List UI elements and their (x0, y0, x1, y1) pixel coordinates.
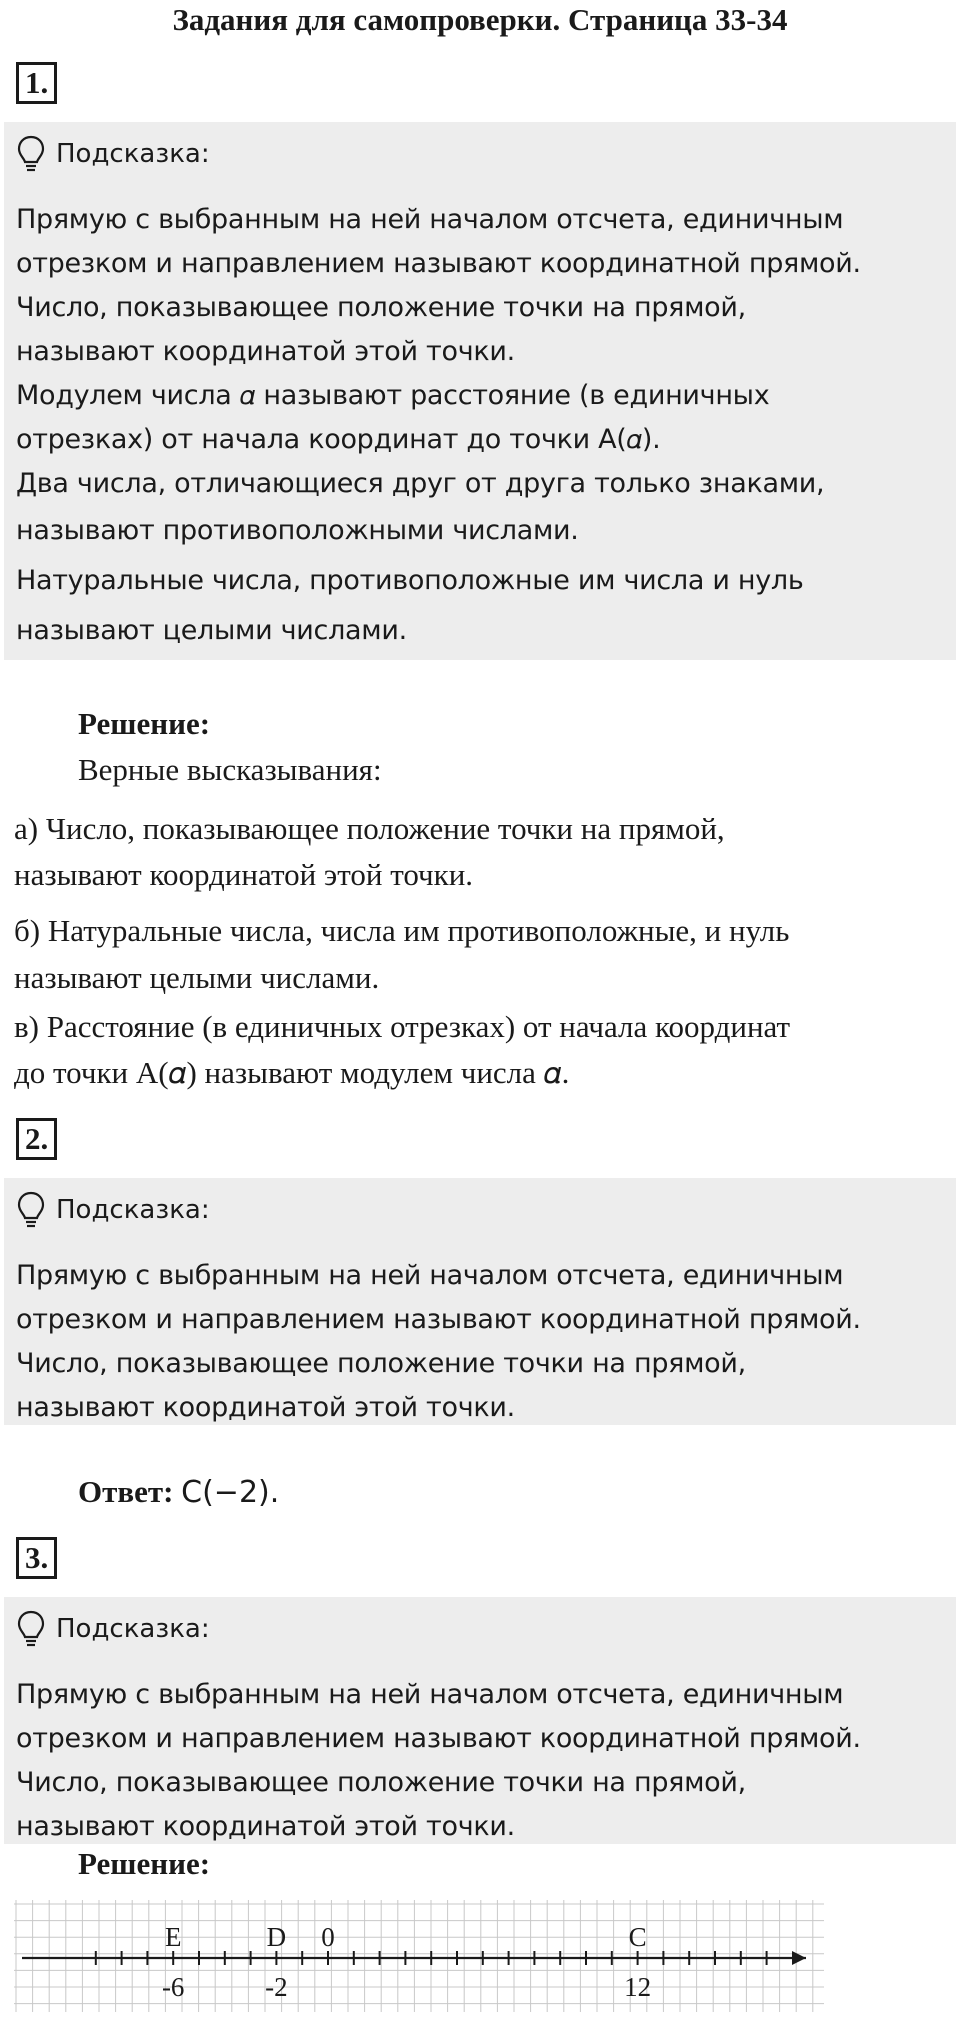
hint-line: отрезком и направлением называют координатной прямой. (16, 1304, 861, 1335)
point-label-D: D (266, 1922, 287, 1952)
hint-label: Подсказка: (56, 1614, 210, 1644)
lightbulb-icon (16, 134, 46, 174)
hint-line: Модулем числа 𝛼 называют расстояние (в единичных (16, 380, 770, 411)
number-line-figure (14, 1900, 824, 2012)
hint-line: называют координатой этой точки. (16, 336, 515, 367)
lightbulb-icon (16, 1190, 46, 1230)
solution-heading: Решение: (78, 706, 211, 741)
hint-line: отрезках) от начала координат до точки А(𝛼). (16, 424, 661, 455)
hint-line: Прямую с выбранным на ней началом отсчета, единичным (16, 1679, 844, 1710)
solution-item: в) Расстояние (в единичных отрезках) от начала координат (14, 1009, 791, 1044)
hint-line: называют целыми числами. (16, 615, 407, 646)
answer (78, 1474, 279, 1510)
hint-line: Число, показывающее положение точки на прямой, (16, 1767, 746, 1798)
hint-line: Два числа, отличающиеся друг от друга только знаками, (16, 468, 825, 499)
hint-label: Подсказка: (56, 1195, 210, 1225)
task-number-2: 2. (16, 1118, 57, 1160)
hint-line: Прямую с выбранным на ней началом отсчета, единичным (16, 1260, 844, 1291)
lightbulb-icon (16, 1609, 46, 1649)
solution-item: называют координатой этой точки. (14, 857, 474, 892)
solution-item: а) Число, показывающее положение точки на прямой, (14, 811, 725, 846)
solution-intro: Верные высказывания: (78, 752, 382, 787)
solution-item: б) Натуральные числа, числа им противоположные, и нуль (14, 913, 790, 948)
hint-header (16, 1605, 946, 1653)
hint-header (16, 130, 946, 178)
point-label-0: 0 (321, 1922, 335, 1952)
tick-label: -2 (265, 1972, 288, 2002)
hint-label: Подсказка: (56, 139, 210, 169)
number-line (14, 1900, 824, 2012)
hint-line: Число, показывающее положение точки на прямой, (16, 292, 746, 323)
task-number-3: 3. (16, 1537, 57, 1579)
hint-box-1 (4, 122, 956, 660)
tick-label: -6 (161, 1972, 185, 2002)
hint-line: называют противоположными числами. (16, 515, 579, 546)
hint-line: называют координатой этой точки. (16, 1811, 515, 1842)
hint-box-2 (4, 1178, 956, 1425)
hint-text (16, 1673, 946, 1849)
hint-line: называют координатой этой точки. (16, 1392, 515, 1423)
tick-label: 12 (624, 1972, 652, 2002)
point-label-E: E (164, 1922, 182, 1952)
hint-text (16, 1254, 946, 1430)
task-number-1: 1. (16, 62, 57, 104)
answer-label: Ответ: (78, 1474, 174, 1509)
hint-box-3 (4, 1597, 956, 1844)
hint-text (16, 198, 946, 656)
hint-line: Число, показывающее положение точки на прямой, (16, 1348, 746, 1379)
hint-line: Прямую с выбранным на ней началом отсчета, единичным (16, 204, 844, 235)
solution-item: до точки А(𝛼) называют модулем числа 𝛼. (14, 1055, 570, 1090)
page-title: Задания для самопроверки. Страница 33-34 (172, 2, 788, 37)
hint-line: отрезком и направлением называют координатной прямой. (16, 248, 861, 279)
answer-value: С(−2). (181, 1475, 280, 1510)
hint-line: Натуральные числа, противоположные им числа и нуль (16, 565, 804, 596)
axis-arrow (792, 1951, 806, 1965)
solution-heading: Решение: (78, 1846, 211, 1881)
point-label-C: C (628, 1922, 647, 1952)
solution-item: называют целыми числами. (14, 960, 380, 995)
hint-header (16, 1186, 946, 1234)
hint-line: отрезком и направлением называют координатной прямой. (16, 1723, 861, 1754)
